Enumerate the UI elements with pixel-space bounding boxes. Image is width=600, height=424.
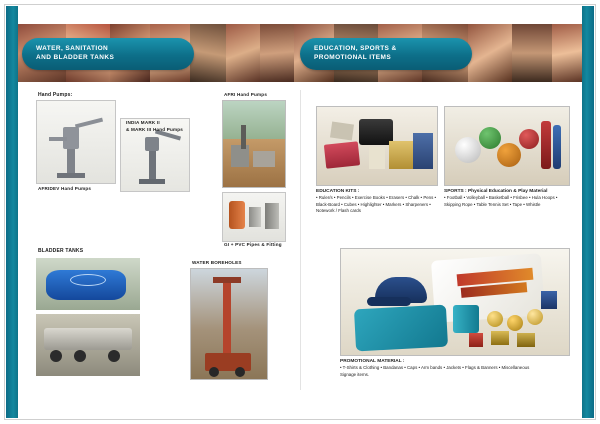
collage-photo-5 — [190, 24, 226, 82]
collage-photo-13 — [512, 24, 552, 82]
hand-pumps-label: Hand Pumps: — [38, 92, 73, 98]
water-borehole-photo — [190, 268, 268, 380]
promotional-items: • T-Shirts & Clothing • Bandanas • Caps • Arm bands • Jackets • Flags & Banners • Miscellaneous Signage items. — [340, 365, 530, 377]
right-accent-band — [582, 6, 594, 418]
afri-hand-pumps-label: AFRI Hand Pumps — [224, 92, 268, 97]
promotional-material-photo — [340, 248, 570, 356]
ribbon-education-sports — [300, 38, 472, 70]
section-divider — [300, 90, 301, 390]
india-mark-line2: & MARK III Hand Pumps — [126, 126, 184, 132]
ribbon-left-line2: AND BLADDER TANKS — [36, 54, 115, 61]
collage-photo-7 — [260, 24, 294, 82]
water-tanker-truck-photo — [36, 314, 140, 376]
pipes-fittings-photo — [222, 192, 286, 242]
collage-photo-14 — [552, 24, 582, 82]
afridev-caption: AFRIDEV Hand Pumps — [38, 186, 92, 191]
education-kits-photo — [316, 106, 438, 186]
ribbon-left-line1: WATER, SANITATION — [36, 45, 109, 53]
afridev-pump-photo — [36, 100, 116, 184]
ribbon-water-sanitation — [22, 38, 194, 70]
promotional-caption — [340, 358, 540, 378]
bladder-tanks-label: BLADDER TANKS — [38, 248, 84, 254]
education-caption — [316, 188, 438, 215]
collage-photo-6 — [226, 24, 260, 82]
sports-title: SPORTS : Physical Education & Play Material — [444, 189, 548, 194]
ribbon-right-line2: PROMOTIONAL ITEMS — [314, 54, 392, 61]
sports-caption — [444, 188, 570, 208]
india-mark-line1: INDIA MARK II — [126, 120, 160, 125]
education-items: • Ruler/s • Pencils • Exercise Books • Erasers • Chalk • Pens • Black-Board • Cubes • Highlighter • Markers • Sharpeners • Notework / Flash cards — [316, 195, 437, 214]
collage-photo-12 — [468, 24, 512, 82]
sports-items: • Football • Volleyball • Basketball • Frisbee • Hula Hoops • Skipping Rope • Table Tennis Set • Tape • Whistle — [444, 195, 558, 207]
education-title: EDUCATION KITS : — [316, 189, 360, 194]
pipes-fittings-caption: GI + PVC Pipes & Fitting — [224, 242, 282, 247]
sports-equipment-photo — [444, 106, 570, 186]
india-mark-label — [126, 120, 188, 134]
ribbon-right-line1: EDUCATION, SPORTS & — [314, 45, 397, 53]
bladder-tank-photo — [36, 258, 140, 310]
promotional-title: PROMOTIONAL MATERIAL : — [340, 359, 405, 364]
afri-hand-pumps-photo — [222, 100, 286, 188]
water-boreholes-label: WATER BOREHOLES — [192, 260, 242, 265]
left-accent-band — [6, 6, 18, 418]
